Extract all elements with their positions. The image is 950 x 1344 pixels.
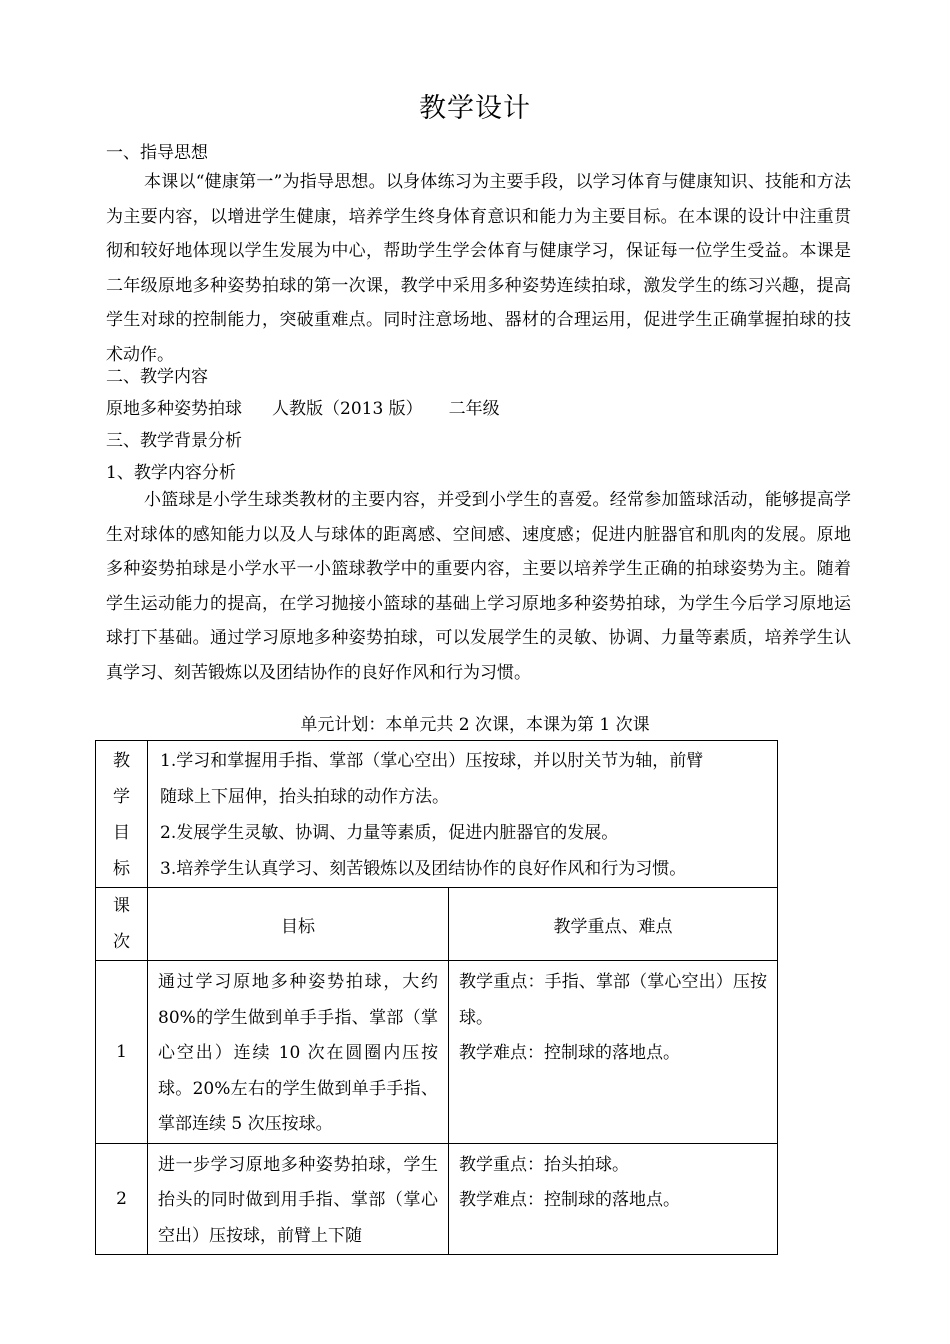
section-heading-teaching-content: 二、教学内容: [106, 367, 208, 387]
content-edition: 人教版（2013 版）: [272, 399, 423, 419]
unit-plan-table: [95, 740, 778, 1255]
table-row: [96, 1143, 778, 1255]
goals-label-char: 学: [113, 787, 130, 807]
goal-line: 2.发展学生灵敏、协调、力量等素质，促进内脏器官的发展。: [160, 823, 619, 843]
goals-label-cell: [96, 741, 148, 888]
teaching-content-line: [106, 394, 500, 419]
section-heading-guiding-ideology: 一、指导思想: [106, 143, 208, 163]
goal-line: 1.学习和掌握用手指、掌部（掌心空出）压按球，并以肘关节为轴，前臂: [160, 751, 704, 771]
lesson-number: 1: [96, 961, 148, 1144]
target-header: 目标: [148, 888, 449, 961]
lesson-number: 2: [96, 1143, 148, 1255]
table-header-row: [96, 888, 778, 961]
goals-cell: [148, 741, 778, 888]
lesson-label-cell: [96, 888, 148, 961]
key-point: 教学重点：抬头拍球。: [459, 1154, 629, 1175]
lesson-key-points: [449, 961, 778, 1144]
key-point: 教学重点：手指、掌部（掌心空出）压按球。: [459, 972, 767, 1028]
lesson-label-char: 课: [113, 896, 130, 916]
key-points-header: 教学重点、难点: [449, 888, 778, 961]
section-heading-background: 三、教学背景分析: [106, 431, 242, 451]
content-analysis-paragraph: 小篮球是小学生球类教材的主要内容，并受到小学生的喜爱。经常参加篮球活动，能够提高学生对球体的感知能力以及人与球体的距离感、空间感、速度感；促进内脏器官和肌肉的发展。原地多种姿势拍球是小学水平一小篮球教学中的重要内容，主要以培养学生正确的拍球姿势为主。随着学生运动能力的提高，在学习抛接小篮球的基础上学习原地多种姿势拍球，为学生今后学习原地运球打下基础。通过学习原地多种姿势拍球，可以发展学生的灵敏、协调、力量等素质，培养学生认真学习、刻苦锻炼以及团结协作的良好作风和行为习惯。: [106, 490, 851, 683]
goal-line: 3.培养学生认真学习、刻苦锻炼以及团结协作的良好作风和行为习惯。: [160, 859, 687, 879]
goals-row: [96, 741, 778, 888]
lesson-target: 进一步学习原地多种姿势拍球，学生抬头的同时做到用手指、掌部（掌心空出）压按球，前臂上下随: [148, 1143, 449, 1255]
document-title: 教学设计: [419, 93, 531, 124]
lesson-label-char: 次: [113, 932, 130, 952]
goal-line: 随球上下屈伸，抬头拍球的动作方法。: [160, 787, 449, 807]
difficulty-point: 教学难点：控制球的落地点。: [459, 1190, 680, 1210]
lesson-key-points: [449, 1143, 778, 1255]
guiding-ideology-paragraph: 本课以“健康第一”为指导思想。以身体练习为主要手段，以学习体育与健康知识、技能和方法为主要内容，以增进学生健康，培养学生终身体育意识和能力为主要目标。在本课的设计中注重贯彻和较好地体现以学生发展为中心，帮助学生学会体育与健康学习，保证每一位学生受益。本课是二年级原地多种姿势拍球的第一次课，教学中采用多种姿势连续拍球，激发学生的练习兴趣，提高学生对球的控制能力，突破重难点。同时注意场地、器材的合理运用，促进学生正确掌握拍球的技术动作。: [106, 172, 851, 365]
subsection-content-analysis: 1、教学内容分析: [106, 463, 236, 483]
goals-label-char: 目: [113, 823, 130, 843]
content-grade: 二年级: [448, 399, 500, 419]
goals-label-char: 教: [113, 751, 130, 771]
difficulty-point: 教学难点：控制球的落地点。: [459, 1043, 680, 1063]
unit-plan-caption: 单元计划：本单元共 2 次课，本课为第 1 次课: [300, 715, 650, 735]
table-row: [96, 961, 778, 1144]
lesson-target: 通过学习原地多种姿势拍球，大约80%的学生做到单手手指、掌部（掌心空出）连续 10 次在圆圈内压按球。20%左右的学生做到单手手指、掌部连续 5 次压按球。: [148, 961, 449, 1144]
goals-label-char: 标: [113, 859, 130, 879]
content-topic: 原地多种姿势拍球: [106, 399, 242, 419]
